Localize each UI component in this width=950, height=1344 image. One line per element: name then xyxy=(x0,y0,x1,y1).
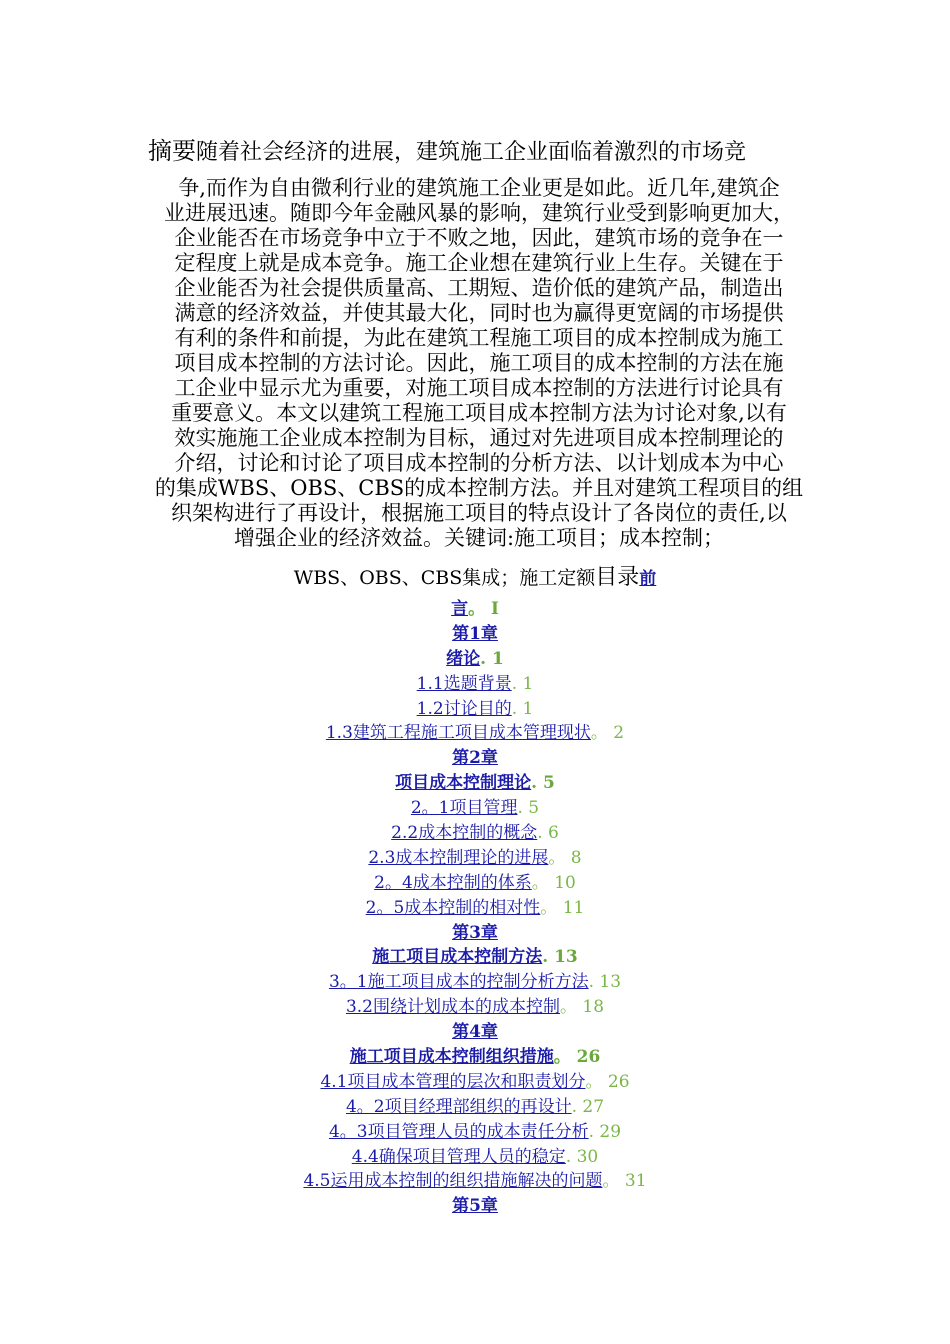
toc-entry-link[interactable]: 1.3建筑工程施工项目成本管理现状 xyxy=(325,723,591,744)
toc-page-number: . 1 xyxy=(511,673,534,694)
abstract-line: 重要意义。本文以建筑工程施工项目成本控制方法为讨论对象,以有 xyxy=(171,401,787,425)
toc-page-number: 。 I xyxy=(468,599,499,619)
toc-page-number: . 13 xyxy=(542,947,578,968)
toc-entry[interactable] xyxy=(0,697,950,722)
toc-title: 目录 xyxy=(595,565,640,590)
toc-entry[interactable] xyxy=(0,1120,950,1145)
toc-entry-link[interactable]: 施工项目成本控制方法 xyxy=(372,947,543,968)
toc-link-preface-start[interactable]: 前 xyxy=(639,569,657,589)
toc-page-number: 。 18 xyxy=(560,997,605,1018)
toc-page-number: . 13 xyxy=(588,972,622,993)
toc-entry[interactable] xyxy=(0,970,950,995)
abstract-line: 效实施施工企业成本控制为目标，通过对先进项目成本控制理论的 xyxy=(174,426,784,450)
toc-page-number: 。 26 xyxy=(585,1071,630,1092)
toc-entry-link[interactable]: 2。4成本控制的体系 xyxy=(374,872,532,893)
toc-entry-link[interactable]: 第5章 xyxy=(452,1196,498,1217)
abstract-line: 企业能否为社会提供质量高、工期短、造价低的建筑产品，制造出 xyxy=(174,276,784,300)
table-of-contents xyxy=(0,597,950,1219)
toc-entry[interactable] xyxy=(0,896,950,921)
toc-entry[interactable] xyxy=(0,1095,950,1120)
toc-entry[interactable] xyxy=(0,1020,950,1045)
toc-entry[interactable] xyxy=(0,597,950,622)
toc-entry-link[interactable]: 第4章 xyxy=(452,1022,498,1043)
abstract-first-line xyxy=(148,134,810,170)
toc-entry-link[interactable]: 项目成本控制理论 xyxy=(395,773,532,794)
abstract-first-text: 随着社会经济的进展，建筑施工企业面临着激烈的市场竞 xyxy=(196,140,747,165)
abstract-block xyxy=(148,134,810,551)
toc-page-number: 。 8 xyxy=(548,847,582,868)
abstract-body xyxy=(148,176,810,551)
toc-entry[interactable] xyxy=(0,1070,950,1095)
toc-entry-link[interactable]: 4.1项目成本管理的层次和职责划分 xyxy=(320,1071,586,1092)
toc-page-number: . 6 xyxy=(537,823,559,844)
toc-entry[interactable] xyxy=(0,995,950,1020)
toc-entry[interactable] xyxy=(0,821,950,846)
abstract-line: 介绍，讨论和讨论了项目成本控制的分析方法、以计划成本为中心 xyxy=(174,451,784,475)
abstract-line: 工企业中显示尤为重要，对施工项目成本控制的方法进行讨论具有 xyxy=(174,376,784,400)
toc-entry-link[interactable]: 4.5运用成本控制的组织措施解决的问题 xyxy=(303,1171,603,1192)
abstract-line: 企业能否在市场竞争中立于不败之地，因此，建筑市场的竞争在一 xyxy=(174,226,784,250)
toc-entry-link[interactable]: 2。1项目管理 xyxy=(410,798,518,819)
keywords-tail: WBS、OBS、CBS集成；施工定额 xyxy=(293,567,596,589)
toc-entry-link[interactable]: 4。3项目管理人员的成本责任分析 xyxy=(328,1121,589,1142)
toc-page-number: 。 10 xyxy=(531,872,576,893)
toc-page-number: 。 31 xyxy=(602,1171,647,1192)
toc-entry[interactable] xyxy=(0,1145,950,1170)
toc-entry-link[interactable]: 2。5成本控制的相对性 xyxy=(365,897,541,918)
toc-entry[interactable] xyxy=(0,647,950,672)
toc-entry-link[interactable]: 3。1施工项目成本的控制分析方法 xyxy=(328,972,589,993)
toc-page-number: . 5 xyxy=(517,798,540,819)
toc-entry-link[interactable]: 4。2项目经理部组织的再设计 xyxy=(345,1096,572,1117)
toc-page-number: 。 26 xyxy=(553,1047,601,1068)
toc-entry[interactable] xyxy=(0,945,950,970)
toc-page-number: 。 11 xyxy=(540,897,585,918)
toc-entry[interactable] xyxy=(0,1045,950,1070)
toc-entry[interactable] xyxy=(0,921,950,946)
toc-entry-link[interactable]: 言 xyxy=(451,599,469,619)
toc-entry[interactable] xyxy=(0,846,950,871)
toc-page-number: . 27 xyxy=(571,1096,605,1117)
toc-entry[interactable] xyxy=(0,1169,950,1194)
toc-entry-link[interactable]: 4.4确保项目管理人员的稳定 xyxy=(351,1146,566,1167)
abstract-line: 定程度上就是成本竞争。施工企业想在建筑行业上生存。关键在于 xyxy=(174,251,784,275)
toc-entry-link[interactable]: 第1章 xyxy=(452,623,498,644)
toc-entry-link[interactable]: 施工项目成本控制组织措施 xyxy=(349,1047,554,1068)
abstract-line: 的集成WBS、OBS、CBS的成本控制方法。并且对建筑工程项目的组 xyxy=(154,476,804,500)
abstract-line: 增强企业的经济效益。关键词:施工项目；成本控制； xyxy=(233,526,725,550)
toc-entry[interactable] xyxy=(0,721,950,746)
toc-entry-link[interactable]: 绪论 xyxy=(446,648,481,669)
toc-entry-link[interactable]: 1.2讨论目的 xyxy=(416,698,512,719)
toc-entry-link[interactable]: 第2章 xyxy=(452,748,498,769)
toc-entry[interactable] xyxy=(0,771,950,796)
keywords-line xyxy=(0,560,950,591)
toc-entry[interactable] xyxy=(0,672,950,697)
toc-page-number: . 1 xyxy=(511,698,534,719)
toc-entry[interactable] xyxy=(0,871,950,896)
abstract-line: 满意的经济效益，并使其最大化，同时也为赢得更宽阔的市场提供 xyxy=(174,301,784,325)
abstract-line: 织架构进行了再设计，根据施工项目的特点设计了各岗位的责任,以 xyxy=(171,501,787,525)
abstract-line: 业进展迅速。随即今年金融风暴的影响，建筑行业受到影响更加大， xyxy=(164,201,794,225)
toc-page-number: 。 2 xyxy=(590,723,625,744)
toc-page-number: . 1 xyxy=(480,648,504,669)
abstract-line: 有利的条件和前提，为此在建筑工程施工项目的成本控制成为施工 xyxy=(174,326,784,350)
toc-entry-link[interactable]: 2.2成本控制的概念 xyxy=(391,823,538,844)
toc-page-number: . 5 xyxy=(531,773,555,794)
abstract-heading-1: 摘 xyxy=(148,137,172,165)
toc-entry-link[interactable]: 3.2围绕计划成本的成本控制 xyxy=(345,997,560,1018)
toc-entry[interactable] xyxy=(0,622,950,647)
abstract-heading-2: 要 xyxy=(172,137,196,165)
toc-entry[interactable] xyxy=(0,1194,950,1219)
toc-entry[interactable] xyxy=(0,746,950,771)
toc-page-number: . 29 xyxy=(588,1121,622,1142)
toc-entry-link[interactable]: 1.1选题背景 xyxy=(416,673,512,694)
toc-entry-link[interactable]: 2.3成本控制理论的进展 xyxy=(368,847,549,868)
toc-page-number: . 30 xyxy=(565,1146,599,1167)
toc-entry-link[interactable]: 第3章 xyxy=(452,922,498,943)
toc-entry[interactable] xyxy=(0,796,950,821)
abstract-line: 争,而作为自由微利行业的建筑施工企业更是如此。近几年,建筑企 xyxy=(178,176,780,200)
abstract-line: 项目成本控制的方法讨论。因此，施工项目的成本控制的方法在施 xyxy=(174,351,784,375)
